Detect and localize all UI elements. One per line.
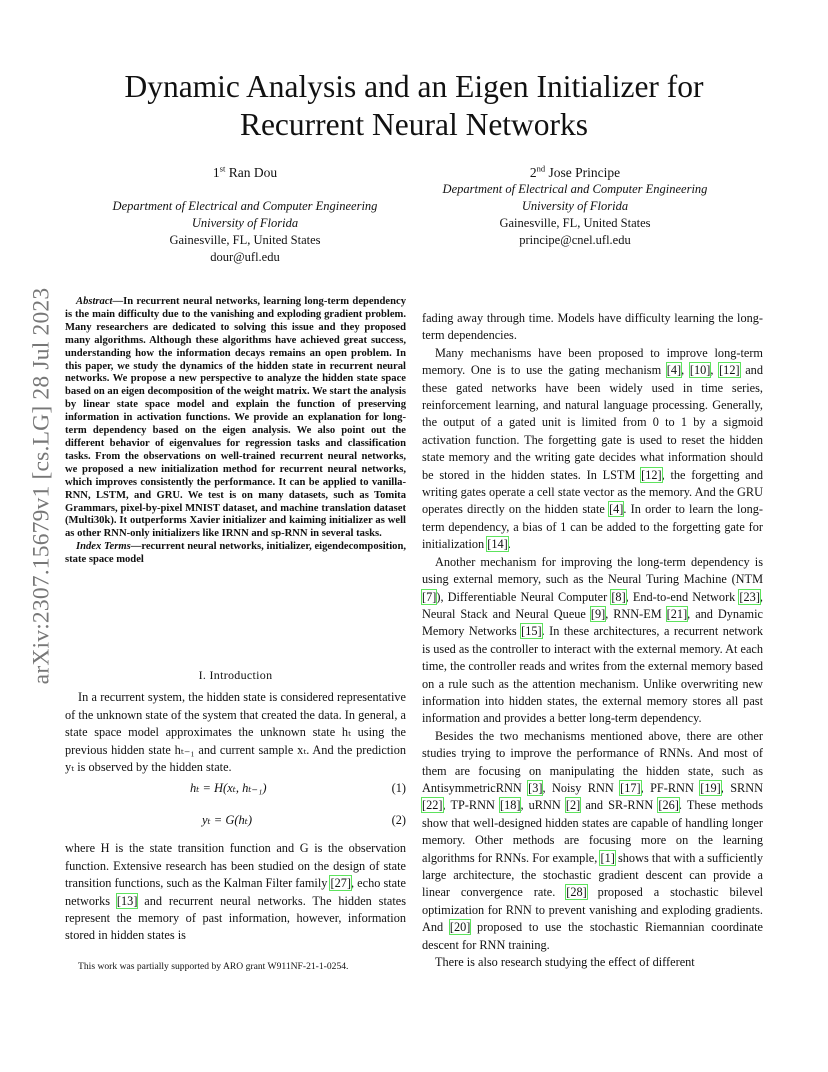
author-ordinal-sup: st [219, 163, 226, 174]
right-paragraph-3: Besides the two mechanisms mentioned above, there are other studies trying to improve the performance of RNNs. And most of them are focusing on manipulating the hidden state, such as AntisymmetricRNN [3], Noisy RNN [17], PF-RNN [19], SRNN [22], TP-RNN [18], uRNN [2] and SR-RNN [26]. These methods show that well-designed hidden states are capable of handling longer memory. Other methods are focusing more on the learning algorithms for RNNs. For example, [1] shows that with a sufficiently large architecture, the stochastic gradient descent can provide a linear convergence rate. [28] proposed a stochastic bilevel optimization for RNN to prevent vanishing and exploding gradients. And [20] proposed to use the stochastic Riemannian coordinate descent for RNN training. [422, 728, 764, 952]
author-email: dour@ufl.edu [210, 250, 280, 264]
equation-2 [65, 808, 406, 840]
citation-link[interactable]: [4] [609, 502, 624, 517]
index-terms-label: Index Terms [76, 541, 131, 553]
citation-link[interactable]: [10] [689, 363, 711, 378]
citation-link[interactable]: [12] [641, 467, 662, 482]
intro-paragraph-1: In a recurrent system, the hidden state is considered representative of the unknown state of the system that created the data. In general, a state space model approximates the unknown state hₜ using the previous hidden state hₜ₋₁ and current sample xₜ. And the prediction yₜ is observed by the hidden state. [65, 690, 406, 775]
author-name: Ran Dou [228, 165, 278, 180]
index-terms-text: recurrent neural networks, initializer, eigendecomposition, state space model [65, 541, 406, 566]
citation-link[interactable]: [12] [719, 363, 740, 378]
citation-link[interactable]: [19] [700, 780, 721, 795]
right-paragraph-0: fading away through time. Models have difficulty learning the long-term dependencies. [422, 311, 763, 343]
paper-title [60, 68, 768, 144]
equation-1 [65, 776, 406, 808]
author-university: University of Florida [191, 216, 299, 230]
author-name: Jose Principe [548, 165, 621, 180]
citation-link[interactable]: [9] [590, 606, 606, 621]
citation-link[interactable]: [8] [611, 589, 626, 604]
arxiv-identifier: arXiv:2307.15679v1 [cs.LG] 28 Jul 2023 [28, 287, 55, 685]
citation-link[interactable]: [14] [487, 537, 508, 552]
citation-link[interactable]: [15] [521, 624, 542, 639]
citation-link[interactable]: [22] [422, 798, 443, 813]
citation-link[interactable]: [1] [600, 850, 615, 865]
author-name-line [90, 164, 400, 181]
title-line-2: Recurrent Neural Networks [239, 107, 589, 142]
citation-link[interactable]: [17] [620, 780, 641, 795]
abstract-label: Abstract [76, 296, 113, 307]
author-location: Gainesville, FL, United States [499, 216, 651, 230]
equation-1-expression: hₜ = H(xₜ, hₜ₋₁) [190, 781, 267, 796]
equation-1-number: (1) [391, 781, 406, 796]
equation-2-expression: yₜ = G(hₜ) [202, 813, 252, 828]
arxiv-stamp [22, 287, 62, 685]
citation-link[interactable]: [23] [739, 589, 760, 604]
right-paragraph-2: Another mechanism for improving the long-term dependency is using external memory, such as the Neural Turing Machine (NTM [7]), Differentiable Neural Computer [8], End-to-end Network [23], Neural Stack and Neural Queue [9], RNN-EM [21], and Dynamic Memory Networks [15]. In these architectures, a recurrent network is used as the controller to interact with the external memory. At each time, the controller reads and writes from the external memory based on a rule such as the attention mechanism. Unlike overwriting new information into hidden states, the external memory stores all past information and provides a better long-term dependency. [422, 554, 764, 726]
citation-link[interactable]: [21] [666, 606, 688, 621]
section-heading-introduction: I. Introduction [198, 668, 273, 682]
author-location: Gainesville, FL, United States [169, 233, 321, 247]
citation-link[interactable]: [18] [499, 798, 521, 813]
right-paragraph-1: Many mechanisms have been proposed to improve long-term memory. One is to use the gating mechanism [4], [10], [12] and these gated networks have been widely used in time series, reinforcement learning, and natural language processing. Generally, the output of a gated unit is limited from 0 to 1 by a sigmoid activation function. The forgetting gate is used to reset the hidden state memory and the writing gate decides what information should be stored in the hidden states. In LSTM [12], the forgetting and writing gates operate a cell state vector as the memory. And the GRU operates directly on the hidden state [4]. In order to learn the long-term dependency, a bias of 1 can be added to the forgetting gate for initialization [14]. [422, 345, 764, 552]
funding-footnote: This work was partially supported by ARO grant W911NF-21-1-0254. [78, 961, 349, 972]
author-ordinal: 1 [212, 165, 220, 180]
citation-link[interactable]: [3] [528, 780, 543, 795]
abstract-text: In recurrent neural networks, learning long-term dependency is the main difficulty due to the vanishing and exploding gradient problem. Many researchers are dedicated to solving this issue and they proposed many algorithms. Although these algorithms have achieved great success, understanding how the information decays remains an open problem. In this paper, we study the dynamics of the hidden state in recurrent neural networks. We propose a new perspective to analyze the hidden state space based on an eigen decomposition of the weight matrix. We start the analysis by linear state space model and explain the function of preserving information in activation functions. We provide an explanation for long-term dependency based on the eigen analysis. We also point out the different behavior of eigenvalues for regression tasks and classification tasks. From the observations on well-trained recurrent neural networks, we proposed a new initialization method for recurrent neural networks, which improves consistently the performance. It can be applied to vanilla-RNN, LSTM, and GRU. We test is on many datasets, such as Tomita Grammars, pixel-by-pixel MNIST dataset, and machine translation dataset (Multi30k). It outperforms Xavier initializer and kaiming initializer as well as other RNN-only initializers like IRNN and sp-RNN in several tasks. [65, 296, 406, 540]
right-column-body [422, 310, 763, 971]
intro-paragraph-2: where H is the state transition function and G is the observation function. Extensive research has been studied on the design of state transition functions, such as the Kalman Filter family [27], echo state networks [13] and recurrent neural networks. The hidden states represent the memory of past information, however, information stored in hidden states is [65, 841, 406, 943]
author-university: University of Florida [521, 199, 629, 213]
citation-link[interactable]: [20] [449, 920, 471, 935]
author-ordinal-sup: nd [536, 163, 546, 174]
author-block-2 [420, 164, 730, 249]
author-dept: Department of Electrical and Computer Engineering [112, 199, 378, 213]
author-name-line [420, 164, 730, 181]
author-ordinal: 2 [529, 165, 537, 180]
citation-link[interactable]: [28] [566, 885, 587, 900]
equation-2-number: (2) [391, 813, 406, 828]
citation-link[interactable]: [27] [330, 876, 351, 891]
author-email: principe@cnel.ufl.edu [519, 233, 631, 247]
citation-link[interactable]: [13] [116, 893, 138, 908]
author-dept: Department of Electrical and Computer Engineering [442, 182, 708, 196]
right-paragraph-4: There is also research studying the effect of different [435, 955, 695, 970]
abstract: Abstract—In recurrent neural networks, learning long-term dependency is the main difficulty due to the vanishing and exploding gradient problem. Many researchers are dedicated to solving this issue and they proposed many algorithms. Although these algorithms have achieved great success, understanding how the information decays remains an open problem. In this paper, we study the dynamics of the hidden state in recurrent neural networks. We propose a new perspective to analyze the hidden state space based on an eigen decomposition of the weight matrix. We start the analysis by linear state space model and explain the function of preserving information in activation functions. We provide an explanation for long-term dependency based on the eigen analysis. We also point out the different behavior of eigenvalues for regression tasks and classification tasks. From the observations on well-trained recurrent neural networks, we proposed a new initialization method for recurrent neural networks, which improves consistently the performance. It can be applied to vanilla-RNN, LSTM, and GRU. We test is on many datasets, such as Tomita Grammars, pixel-by-pixel MNIST dataset, and machine translation dataset (Multi30k). It outperforms Xavier initializer and kaiming initializer as well as other RNN-only initializers like IRNN and sp-RNN in several tasks. Index Terms—recurrent neural networks, initializer, eigendecomposition, state space model [65, 296, 406, 566]
citation-link[interactable]: [7] [422, 589, 437, 604]
citation-link[interactable]: [26] [658, 798, 679, 813]
author-block-1 [90, 164, 400, 266]
left-column-body [65, 667, 406, 945]
title-line-1: Dynamic Analysis and an Eigen Initializer for [124, 69, 704, 104]
citation-link[interactable]: [4] [666, 363, 682, 378]
citation-link[interactable]: [2] [565, 798, 581, 813]
